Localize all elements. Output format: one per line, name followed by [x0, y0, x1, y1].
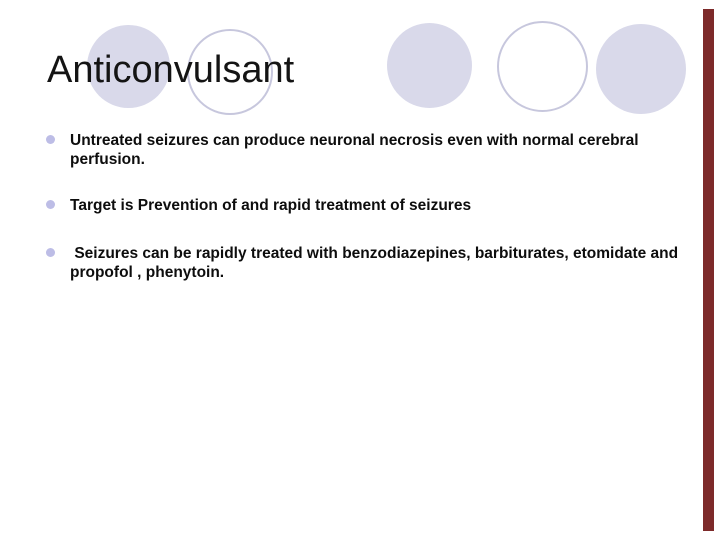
- bullet-marker-icon: [46, 135, 55, 144]
- accent-stripe: [703, 9, 714, 531]
- bullet-marker-icon: [46, 200, 55, 209]
- bullet-item-text: Seizures can be rapidly treated with benzodiazepines, barbiturates, etomidate and propofol , phenytoin.: [70, 245, 687, 281]
- bullet-item-text: Untreated seizures can produce neuronal necrosis even with normal cerebral perfusion.: [70, 132, 643, 168]
- decor-circle-filled-3: [387, 23, 472, 108]
- bullet-item-text: Target is Prevention of and rapid treatment of seizures: [70, 197, 472, 214]
- decor-circle-filled-5: [596, 24, 686, 114]
- slide-title: Anticonvulsant: [47, 49, 295, 91]
- bullet-marker-icon: [46, 248, 55, 257]
- decor-circle-outlined-4: [497, 21, 588, 112]
